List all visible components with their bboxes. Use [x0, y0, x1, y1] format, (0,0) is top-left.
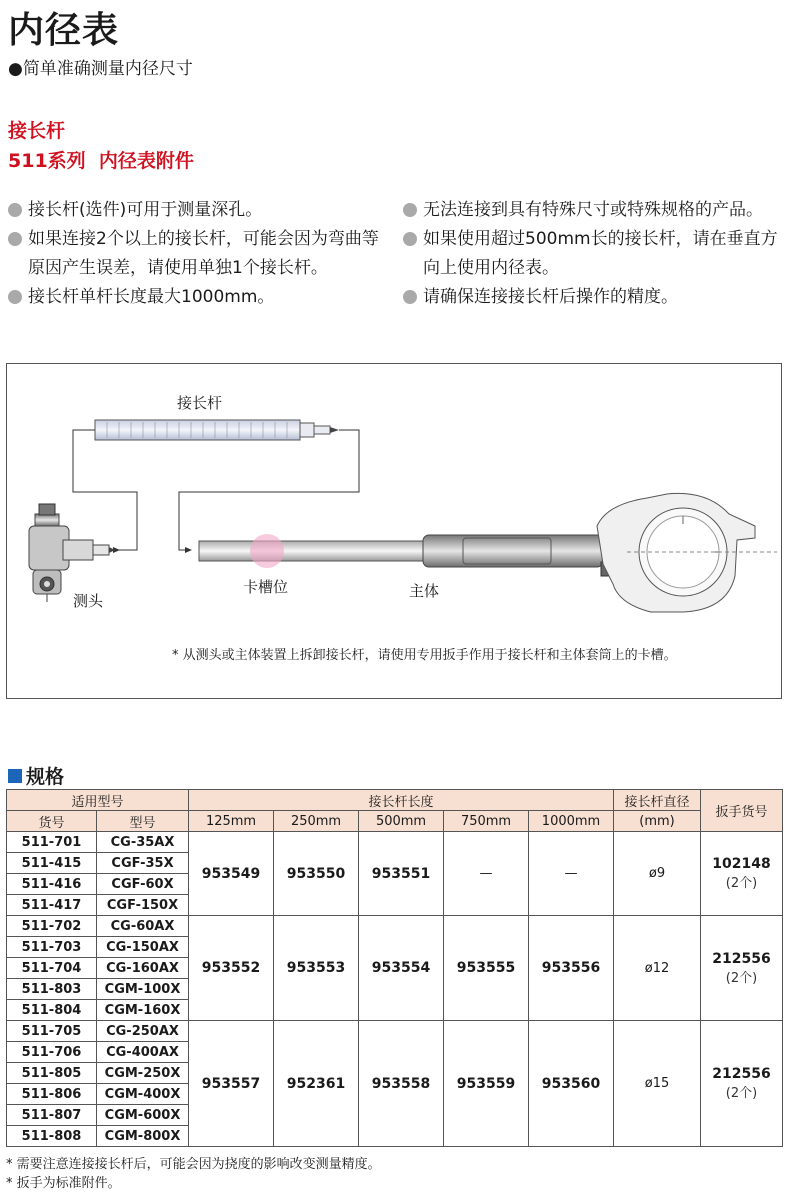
- label-main-body: 主体: [409, 582, 440, 600]
- header-order-no: 货号: [7, 811, 97, 832]
- order-no-cell: 511-416: [7, 874, 97, 895]
- header-diameter-unit: (mm): [614, 811, 701, 832]
- header-length-750: 750mm: [444, 811, 529, 832]
- note-item: 如果使用超过500mm长的接长杆，请在垂直方向上使用内径表。: [403, 225, 785, 283]
- wrench-cell: [701, 1021, 783, 1147]
- rod-code-cell: 953553: [274, 916, 359, 1021]
- order-no-cell: 511-803: [7, 979, 97, 1000]
- order-no-cell: 511-807: [7, 1105, 97, 1126]
- model-cell: CG-400AX: [97, 1042, 189, 1063]
- rod-code-cell: 953554: [359, 916, 444, 1021]
- spec-heading: 规格: [8, 762, 64, 789]
- order-no-cell: 511-415: [7, 853, 97, 874]
- rod-code-cell: —: [529, 832, 614, 916]
- measuring-head: [29, 504, 115, 602]
- note-item: 接长杆单杆长度最大1000mm。: [8, 283, 390, 312]
- order-no-cell: 511-701: [7, 832, 97, 853]
- header-length-250: 250mm: [274, 811, 359, 832]
- wrench-cell: [701, 916, 783, 1021]
- extension-rod: [95, 420, 339, 440]
- model-cell: CG-60AX: [97, 916, 189, 937]
- page-tagline: ●简单准确测量内径尺寸: [8, 59, 193, 79]
- groove-highlight: [250, 534, 284, 568]
- wrench-qty: (2个): [725, 1086, 758, 1101]
- model-cell: CGM-400X: [97, 1084, 189, 1105]
- model-cell: CG-150AX: [97, 937, 189, 958]
- note-item: 无法连接到具有特殊尺寸或特殊规格的产品。: [403, 196, 785, 225]
- label-groove: 卡槽位: [243, 578, 289, 596]
- rod-code-cell: 953558: [359, 1021, 444, 1147]
- rod-code-cell: 953550: [274, 832, 359, 916]
- order-no-cell: 511-706: [7, 1042, 97, 1063]
- rod-code-cell: 953552: [189, 916, 274, 1021]
- rod-code-cell: 953560: [529, 1021, 614, 1147]
- spec-table: [6, 789, 783, 1147]
- order-no-cell: 511-417: [7, 895, 97, 916]
- model-cell: CGM-250X: [97, 1063, 189, 1084]
- note-item: 请确保连接接长杆后操作的精度。: [403, 283, 785, 312]
- header-length-500: 500mm: [359, 811, 444, 832]
- footnote: * 扳手为标准附件。: [6, 1176, 121, 1191]
- model-cell: CG-160AX: [97, 958, 189, 979]
- model-cell: CGM-600X: [97, 1105, 189, 1126]
- order-no-cell: 511-704: [7, 958, 97, 979]
- footnote: * 需要注意连接接长杆后，可能会因为挠度的影响改变测量精度。: [6, 1157, 381, 1172]
- rod-code-cell: —: [444, 832, 529, 916]
- table-row: [7, 832, 783, 853]
- rod-code-cell: 953551: [359, 832, 444, 916]
- label-extension-rod: 接长杆: [177, 394, 223, 412]
- header-rod-length: 接长杆长度: [189, 790, 614, 811]
- order-no-cell: 511-805: [7, 1063, 97, 1084]
- rod-code-cell: 953557: [189, 1021, 274, 1147]
- bullet-icon: [403, 232, 417, 246]
- header-wrench: 扳手货号: [701, 790, 783, 832]
- model-cell: CGM-800X: [97, 1126, 189, 1147]
- wrench-cell: [701, 832, 783, 916]
- label-measuring-head: 测头: [73, 592, 104, 610]
- header-length-125: 125mm: [189, 811, 274, 832]
- assembly-diagram: [6, 363, 782, 699]
- note-item: 接长杆(选件)可用于测量深孔。: [8, 196, 390, 225]
- square-icon: [8, 769, 22, 783]
- wrench-code: 212556: [712, 1066, 771, 1082]
- wrench-code: 212556: [712, 950, 771, 967]
- order-no-cell: 511-702: [7, 916, 97, 937]
- order-no-cell: 511-703: [7, 937, 97, 958]
- bullet-icon: [8, 290, 22, 304]
- table-row: [7, 916, 783, 937]
- section-title: 接长杆: [8, 120, 66, 142]
- rod-code-cell: 953556: [529, 916, 614, 1021]
- bullet-icon: [8, 203, 22, 217]
- footnotes: [6, 1155, 381, 1193]
- wrench-code: 102148: [712, 856, 771, 872]
- model-cell: CGM-100X: [97, 979, 189, 1000]
- header-model: 型号: [97, 811, 189, 832]
- wrench-qty: (2个): [725, 876, 758, 891]
- model-cell: CGF-150X: [97, 895, 189, 916]
- header-diameter: 接长杆直径: [614, 790, 701, 811]
- header-applicable: 适用型号: [7, 790, 189, 811]
- bullet-icon: [403, 203, 417, 217]
- rod-code-cell: 952361: [274, 1021, 359, 1147]
- order-no-cell: 511-806: [7, 1084, 97, 1105]
- wrench-qty: (2个): [725, 970, 758, 986]
- rod-code-cell: 953559: [444, 1021, 529, 1147]
- model-cell: CGM-160X: [97, 1000, 189, 1021]
- rod-code-cell: 953549: [189, 832, 274, 916]
- note-item: 如果连接2个以上的接长杆，可能会因为弯曲等原因产生误差，请使用单独1个接长杆。: [8, 225, 390, 283]
- bullet-icon: [403, 290, 417, 304]
- model-cell: CGF-60X: [97, 874, 189, 895]
- order-no-cell: 511-705: [7, 1021, 97, 1042]
- order-no-cell: 511-808: [7, 1126, 97, 1147]
- figure-note: * 从测头或主体装置上拆卸接长杆，请使用专用扳手作用于接长杆和主体套筒上的卡槽。: [172, 648, 677, 663]
- table-row: [7, 1021, 783, 1042]
- bullet-icon: [8, 232, 22, 246]
- model-cell: CG-250AX: [97, 1021, 189, 1042]
- order-no-cell: 511-804: [7, 1000, 97, 1021]
- rod-code-cell: 953555: [444, 916, 529, 1021]
- page-title: 内径表: [8, 10, 120, 51]
- notes-left: [8, 196, 390, 312]
- model-cell: CG-35AX: [97, 832, 189, 853]
- section-subtitle: 511系列 内径表附件: [8, 150, 194, 172]
- diameter-cell: ø15: [614, 1021, 701, 1147]
- diameter-cell: ø9: [614, 832, 701, 916]
- notes-right: [403, 196, 785, 312]
- header-length-1000: 1000mm: [529, 811, 614, 832]
- model-cell: CGF-35X: [97, 853, 189, 874]
- diameter-cell: ø12: [614, 916, 701, 1021]
